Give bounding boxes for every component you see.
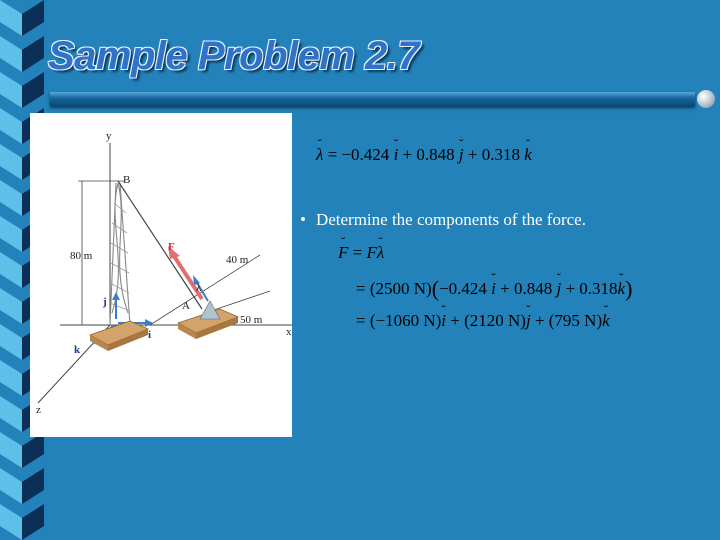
row3-term-c: + (795 N) (534, 311, 603, 330)
row3-eq-sign: = (356, 311, 366, 330)
title-divider (50, 92, 695, 106)
row2-unit-j: ˘ j (556, 280, 561, 297)
row3-term-a: (−1060 N) (369, 311, 442, 330)
label-unit-i: i (148, 329, 152, 341)
problem-figure (30, 113, 292, 437)
label-x-axis: x (286, 326, 292, 338)
label-point-b: B (123, 174, 131, 186)
row2-magnitude: (2500 N) (369, 279, 432, 298)
label-80m: 80 m (70, 250, 93, 262)
force-equation-row-3 (356, 312, 610, 329)
label-unit-j: j (103, 296, 107, 308)
label-unit-k: k (74, 344, 81, 356)
figure-diagram (30, 113, 292, 437)
row3-unit-k: ˘ k (602, 312, 610, 329)
row2-eq-sign: = (356, 279, 366, 298)
unit-vector-i: ˘ i (394, 146, 399, 163)
row2-term-c: + 0.318 (565, 279, 618, 298)
force-eq-sign: = (352, 243, 363, 262)
row2-term-b: + 0.848 (500, 279, 553, 298)
row2-unit-k: ˘ k (618, 280, 626, 297)
label-y-axis: y (106, 130, 112, 142)
row2-close-paren: ) (625, 276, 633, 301)
label-50m: 50 m (240, 314, 263, 326)
lambda-symbol: ˘ λ (316, 146, 323, 163)
force-lambda-symbol: ˘ λ (377, 244, 384, 261)
row2-term-a: −0.424 (439, 279, 487, 298)
label-force: F (168, 241, 175, 253)
row3-unit-i: ˘ i (441, 312, 446, 329)
row2-unit-i: ˘ i (491, 280, 496, 297)
label-lambda: λ (196, 282, 202, 294)
row3-term-b: + (2120 N) (450, 311, 526, 330)
lambda-term-3: + 0.318 (467, 145, 520, 164)
lambda-term-1: = −0.424 (327, 145, 390, 164)
force-equation-row-2 (356, 278, 632, 300)
slide-title: Sample Problem 2.7 (48, 34, 420, 78)
row3-unit-j: ˘ j (526, 312, 531, 329)
force-equation-row-1 (338, 244, 384, 261)
row2-open-paren: ( (431, 276, 440, 301)
lambda-equation (316, 146, 532, 163)
divider-knob (697, 90, 715, 108)
force-magnitude-symbol: F (366, 243, 377, 262)
lambda-term-2: + 0.848 (402, 145, 455, 164)
label-point-a: A (182, 300, 190, 312)
label-40m: 40 m (226, 254, 249, 266)
bullet-dot: • (300, 210, 306, 229)
bullet-text: Determine the components of the force. (315, 210, 586, 229)
unit-vector-j: ˘ j (459, 146, 464, 163)
bullet-point (300, 210, 586, 230)
force-vector-symbol: ˘ F (338, 244, 348, 261)
label-z-axis: z (36, 404, 41, 416)
unit-vector-k: ˘ k (524, 146, 532, 163)
